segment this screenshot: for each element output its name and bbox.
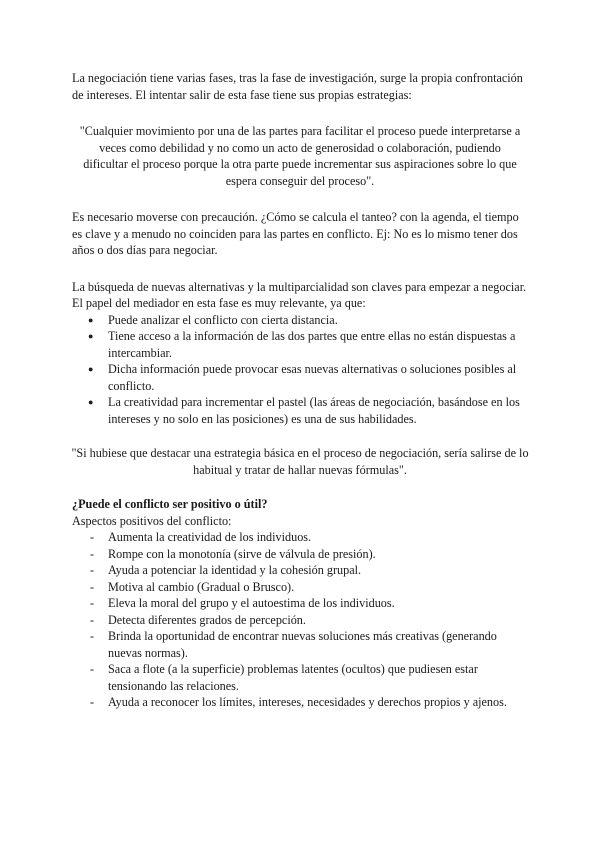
list-item <box>72 562 528 579</box>
intro-paragraph: La negociación tiene varias fases, tras la fase de investigación, surge la propia confrontación de intereses. El intentar salir de esta fase tiene sus propias estrategias: <box>72 71 523 102</box>
list-item-text: Aumenta la creatividad de los individuos. <box>108 530 312 544</box>
list-item <box>72 579 528 596</box>
precaution-paragraph: Es necesario moverse con precaución. ¿Cómo se calcula el tanteo? con la agenda, el tiempo es clave y a menudo no coinciden para las partes en conflicto. Ej: No es lo mismo tener dos años o dos días para negociar. <box>72 210 519 257</box>
list-item <box>72 661 528 694</box>
list-item-text: Saca a flote (a la superficie) problemas latentes (ocultos) que pudiesen estar tensionando las relaciones. <box>108 662 478 693</box>
bullet-item <box>72 328 528 361</box>
dash-marker: - <box>90 629 95 643</box>
list-item-text: Eleva la moral del grupo y el autoestima de los individuos. <box>108 596 395 610</box>
list-item-text: Ayuda a potenciar la identidad y la cohesión grupal. <box>108 563 362 577</box>
bullet-item <box>72 312 528 329</box>
bullet-text: La creatividad para incrementar el pastel (las áreas de negociación, basándose en los intereses y no solo en las posiciones) es una de sus habilidades. <box>108 395 520 426</box>
dash-marker: - <box>90 563 95 577</box>
dash-marker: - <box>90 662 95 676</box>
bullet-text: Puede analizar el conflicto con cierta distancia. <box>108 312 338 327</box>
list-item <box>72 546 528 563</box>
dash-marker: - <box>90 530 95 544</box>
alternatives-paragraph: La búsqueda de nuevas alternativas y la multiparcialidad son claves para empezar a negociar. El papel del mediador en esta fase es muy relevante, ya que: <box>72 279 527 310</box>
bullet-icon: ● <box>88 397 94 407</box>
dash-marker: - <box>90 612 95 627</box>
quote-block: "Cualquier movimiento por una de las partes para facilitar el proceso puede interpretarse a veces como debilidad y no como un acto de generosidad o colaboración, pudiendo dificultar el proceso porque la otra parte puede incrementar sus aspiraciones sobre lo que espera conseguir del proceso". <box>79 124 521 188</box>
bullet-text: Tiene acceso a la información de las dos partes que entre ellas no están dispuestas a intercambiar. <box>108 329 516 360</box>
list-item-text: Motiva al cambio (Gradual o Brusco). <box>108 579 295 594</box>
list-item-text: Detecta diferentes grados de percepción. <box>108 612 306 627</box>
mediator-bullet-list <box>72 312 528 428</box>
bullet-icon: ● <box>88 331 94 341</box>
bullet-icon: ● <box>88 314 94 325</box>
strategy-quote: "Si hubiese que destacar una estrategia básica en el proceso de negociación, sería salirse de lo habitual y tratar de hallar nuevas fórmulas". <box>71 446 529 477</box>
dash-marker: - <box>90 579 95 594</box>
section-heading: ¿Puede el conflicto ser positivo o útil? <box>72 497 268 511</box>
list-item <box>72 529 528 546</box>
list-item <box>72 595 528 612</box>
dash-marker: - <box>90 695 95 709</box>
bullet-item <box>72 361 528 394</box>
subheading: Aspectos positivos del conflicto: <box>72 513 232 528</box>
list-item-text: Brinda la oportunidad de encontrar nuevas soluciones más creativas (generando nuevas normas). <box>108 629 497 660</box>
dash-marker: - <box>90 546 95 561</box>
list-item <box>72 694 528 711</box>
bullet-text: Dicha información puede provocar esas nuevas alternativas o soluciones posibles al conflicto. <box>108 362 517 393</box>
dash-marker: - <box>90 596 95 610</box>
bullet-item <box>72 394 528 427</box>
list-item <box>72 612 528 629</box>
positive-aspects-list <box>72 529 528 711</box>
list-item <box>72 628 528 661</box>
bullet-icon: ● <box>88 364 94 374</box>
list-item-text: Rompe con la monotonía (sirve de válvula de presión). <box>108 546 376 561</box>
list-item-text: Ayuda a reconocer los límites, intereses, necesidades y derechos propios y ajenos. <box>108 695 507 709</box>
